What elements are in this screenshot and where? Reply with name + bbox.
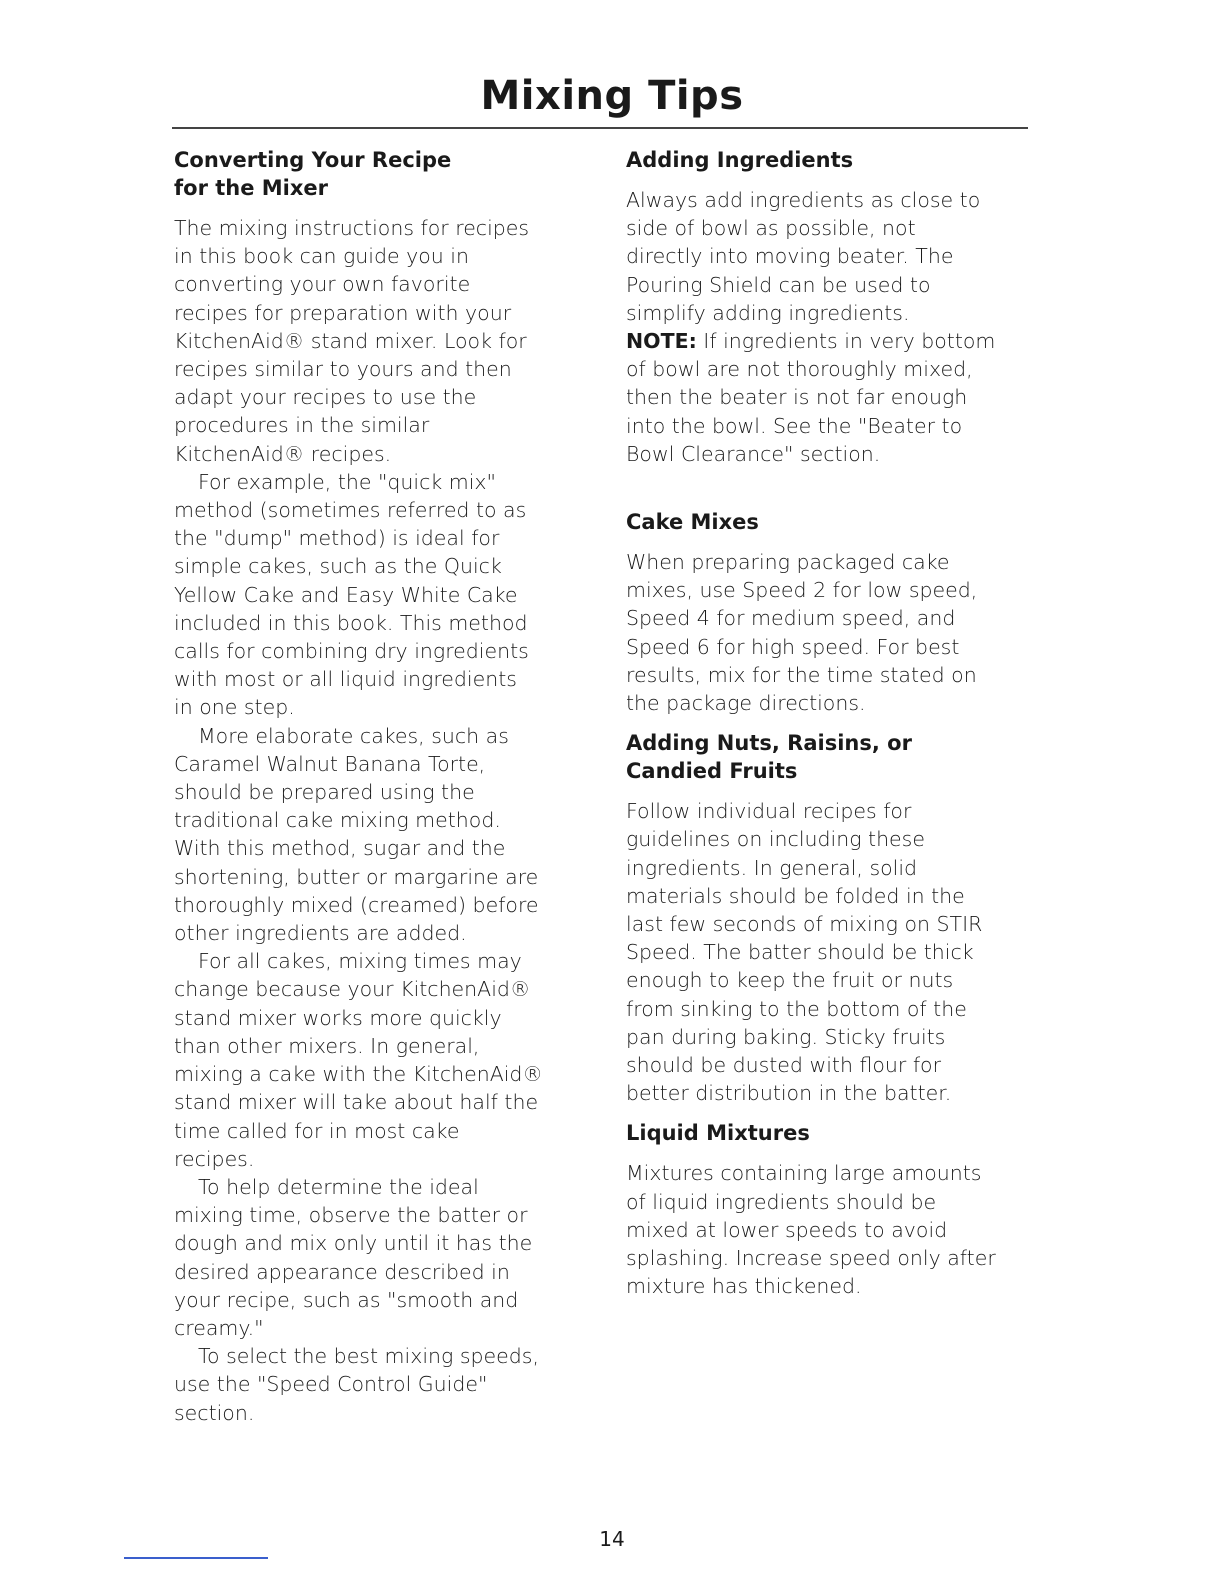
paragraph-nuts-raisins: Follow individual recipes for guidelines on including these ingredients. In general, solid materials should be folded in the last few seconds of mixing on STIR Speed. The batter should be thick enough to keep the fruit or nuts from sinking to the bottom of the pan during baking. Sticky fruits should be dusted with flour for better distribution in the batter. [626,799,983,1106]
section-nuts-raisins [626,729,1046,1107]
section-heading-adding-ingredients: Adding Ingredients [626,148,854,172]
section-liquid-mixtures [626,1119,1046,1300]
section-adding-ingredients [626,146,1046,468]
heading-line: Candied Fruits [626,759,798,784]
note-label: NOTE: [626,329,697,354]
paragraph-elaborate-cakes: More elaborate cakes, such as Caramel Walnut Banana Torte, should be prepared using the traditional cake mixing method. With this method, sugar and the shortening, butter or margarine are thoroughly mixed (creamed) before other ingredients are added. [174,723,539,946]
title-divider [172,127,1028,129]
note-paragraph [626,327,1046,468]
paragraph-ideal-time: To help determine the ideal mixing time, observe the batter or dough and mix only until it has the desired appearance described in your recipe, such as "smooth and creamy." [174,1174,533,1340]
section-cake-mixes [626,508,1046,717]
note-text: If ingredients in very bottom of bowl are not thoroughly mixed, then the beater is not far enough into the bowl. See the "Beater to Bowl Clearance" section. [626,329,996,466]
left-column [174,146,594,1427]
page-title: Mixing Tips [480,73,744,119]
section-heading-cake-mixes: Cake Mixes [626,510,759,535]
heading-line: for the Mixer [174,176,329,200]
heading-line: Adding Nuts, Raisins, or [626,731,912,756]
page-number: 14 [599,1527,625,1551]
paragraph-adding-ingredients: Always add ingredients as close to side of bowl as possible, not directly into moving beater. The Pouring Shield can be used to simplify adding ingredients. [626,188,981,325]
section-heading-converting [174,146,594,202]
paragraph-speeds: To select the best mixing speeds, use the "Speed Control Guide" section. [174,1344,539,1425]
paragraph-cake-mixes: When preparing packaged cake mixes, use Speed 2 for low speed, Speed 4 for medium speed, and Speed 6 for high speed. For best results, mix for the time stated on the package directions. [626,550,978,716]
paragraph-liquid-mixtures: Mixtures containing large amounts of liquid ingredients should be mixed at lower speeds to avoid splashing. Increase speed only after mixture has thickened. [626,1161,996,1299]
section-heading-nuts-raisins [626,729,1046,785]
right-column [626,146,1046,1301]
paragraph-mixing-times: For all cakes, mixing times may change because your KitchenAid® stand mixer works more quickly than other mixers. In general, mixing a cake with the KitchenAid® stand mixer will take about half the time called for in most cake recipes. [174,949,543,1171]
heading-line: Converting Your Recipe [174,148,452,172]
paragraph-intro: The mixing instructions for recipes in this book can guide you in converting your own favorite recipes for preparation with your KitchenAid® stand mixer. Look for recipes similar to yours and then adapt your recipes to use the procedures in the similar KitchenAid® recipes. [174,216,530,466]
footer-rule [124,1557,268,1559]
paragraph-quick-mix: For example, the "quick mix" method (sometimes referred to as the "dump" method) is ideal for simple cakes, such as the Quick Yellow Cake and Easy White Cake included in this book. This method calls for combining dry ingredients with most or all liquid ingredients in one step. [174,469,529,720]
section-heading-liquid-mixtures: Liquid Mixtures [626,1121,810,1146]
